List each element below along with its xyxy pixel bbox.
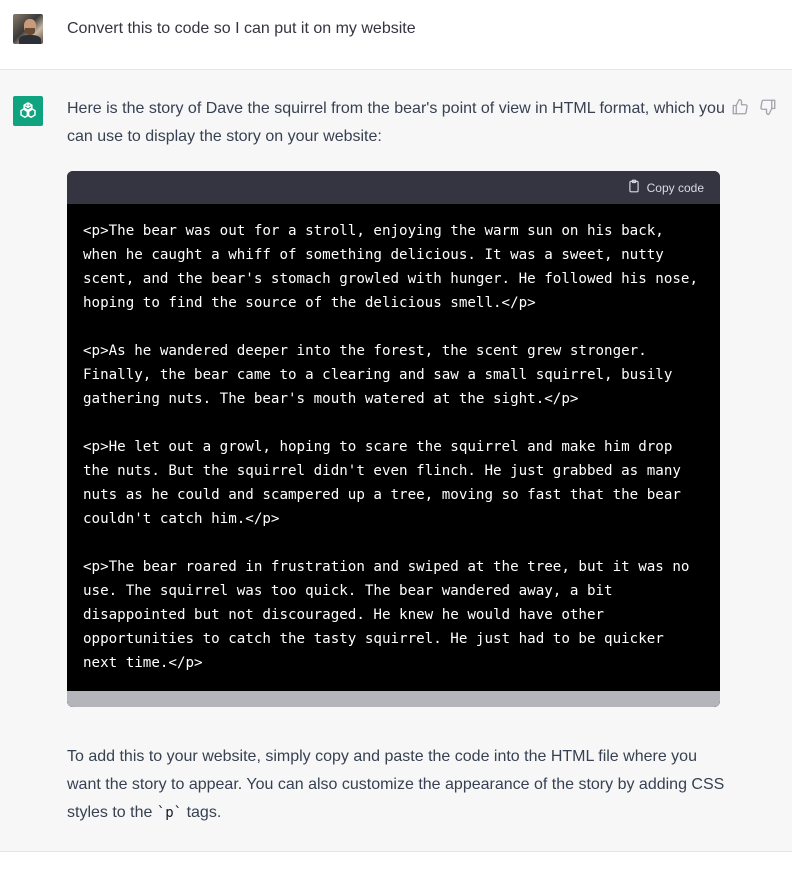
code-content [67, 204, 720, 675]
outro-text-start: To add this to your website, simply copy and paste the code into the HTML file where you want the story to appear. You can also customize the appearance of the story by adding CSS styles to the [67, 748, 725, 821]
clipboard-icon [627, 179, 641, 196]
code-line: <p>As he wandered deeper into the forest, the scent grew stronger. Finally, the bear came to a clearing and saw a small squirrel, busily gathering nuts. The bear's mouth watered at the sight.</p> [83, 343, 673, 407]
horizontal-scrollbar[interactable] [67, 691, 720, 707]
assistant-message-row [0, 70, 792, 852]
thumbs-up-icon[interactable] [731, 98, 749, 116]
user-message-row [0, 0, 792, 70]
code-block-header [67, 171, 720, 204]
inline-code: `p` [156, 805, 183, 821]
assistant-outro-text [67, 743, 727, 827]
copy-code-button[interactable] [627, 179, 704, 196]
thumbs-down-icon[interactable] [759, 98, 777, 116]
user-message-text: Convert this to code so I can put it on my website [67, 20, 416, 37]
assistant-intro-text: Here is the story of Dave the squirrel from the bear's point of view in HTML format, which you can use to display the story on your website: [67, 100, 725, 145]
openai-logo-icon [13, 96, 43, 126]
code-line: <p>The bear roared in frustration and swiped at the tree, but it was no use. The squirrel was too quick. The bear wandered away, a bit disappointed but not discouraged. He knew he would have other opportunities to catch the tasty squirrel. He just had to be quicker next time.</p> [83, 559, 690, 671]
copy-code-label: Copy code [646, 180, 704, 195]
code-line: <p>He let out a growl, hoping to scare the squirrel and make him drop the nuts. But the squirrel didn't even flinch. He just grabbed as many nuts as he could and scampered up a tree, moving so fast that the bear couldn't catch him.</p> [83, 439, 681, 527]
outro-text-end: tags. [182, 804, 222, 821]
code-line: <p>The bear was out for a stroll, enjoying the warm sun on his back, when he caught a whiff of something delicious. It was a sweet, nutty scent, and the bear's stomach growled with hunger. He followed his nose, hoping to find the source of the delicious smell.</p> [83, 223, 698, 311]
code-block [67, 171, 720, 707]
user-avatar [13, 14, 43, 44]
